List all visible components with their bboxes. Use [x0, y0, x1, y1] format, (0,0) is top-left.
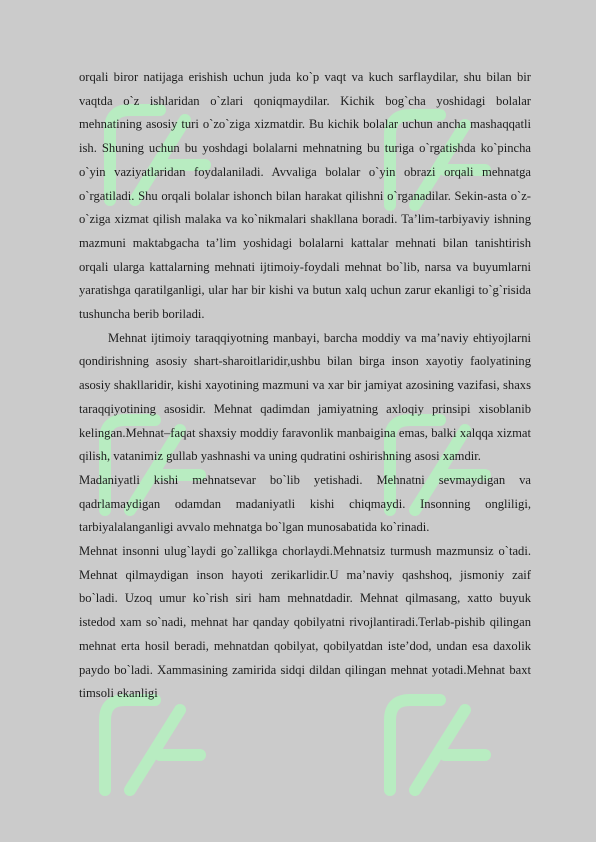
paragraph: Mehnat ijtimoiy taraqqiyotning manbayi, barcha moddiy va ma’naviy ehtiyojlarni qondirishning asosiy shart-sharoitlaridir,ushbu bilan birga inson xayotiy faolyatining asosiy shakllaridir, kishi xayotining mazmuni va xar bir jamiyat azosining vazifasi, shaxs taraqqiyotining asosidir. Mehnat qadimdan jamiyatning axloqiy prinsipi xisoblanib kelingan.Mehnat–faqat shaxsiy moddiy faravonlik manbaigina emas, balki xalqqa xizmat qilish, vatanimiz gullab yashnashi va uning qudratini oshirishning asosi xamdir. [79, 330, 531, 464]
paragraph: Madaniyatli kishi mehnatsevar bo`lib yetishadi. Mehnatni sevmaydigan va qadrlamaydigan odamdan madaniyatli kishi chiqmaydi. Insonning ongliligi, tarbiyalalanganligi avvalo mehnatga bo`lgan munosabatida ko`rinadi. [79, 472, 531, 535]
body-text [79, 66, 531, 706]
paragraph: Mehnat insonni ulug`laydi go`zallikga chorlaydi.Mehnatsiz turmush mazmunsiz o`tadi. Mehnat qilmaydigan inson hayoti zerikarlidir.U ma’naviy qashshoq, jismoniy zaif bo`ladi. Uzoq umur ko`rish siri ham mehnatdadir. Mehnat qilmasang, xatto buyuk istedod xam so`nadi, mehnat har qanday qobilyatni rivojlantiradi.Terlab-pishib qilingan mehnat erta hosil beradi, mehnatdan qobilyat, qobilyatdan iste’dod, undan esa daxolik paydo bo`ladi. Xammasining zamirida sidqi dildan qilingan mehnat yotadi.Mehnat baxt timsoli ekanligi [79, 544, 531, 701]
paragraph: orqali biror natijaga erishish uchun juda ko`p vaqt va kuch sarflaydilar, shu bilan bir vaqtda o`z ishlaridan o`zlari qoniqmaydilar. Kichik bog`cha yoshidagi bolalar mehnatining asosiy turi o`zo`ziga xizmatdir. Bu kichik bolalar uchun ancha mashaqqatli ish. Shuning uchun bu yoshdagi bolalarni mehnatning bu turiga o`rgatishda ko`pincha o`yin vaziyatlaridan foydalaniladi. Avvaliga bolalar o`yin obrazi orqali mehnatga o`rgatiladi. Shu orqali bolalar ishonch bilan harakat qilishni o`rganadilar. Sekin-asta o`z- o`ziga xizmat qilish malaka va ko`nikmalari shakllana boradi. Ta’lim-tarbiyaviy ishning mazmuni maktabgacha ta’lim yoshidagi bolalarni kattalar mehnati bilan tanishtirish orqali ularga kattalarning mehnati ijtimoiy-foydali mehnat bo`lib, narsa va buyumlarni yaratishga qaratilganligi, ular har bir kishi va butun xalq uchun zarur ekanligi to`g`risida tushuncha berib boriladi. [79, 70, 531, 322]
